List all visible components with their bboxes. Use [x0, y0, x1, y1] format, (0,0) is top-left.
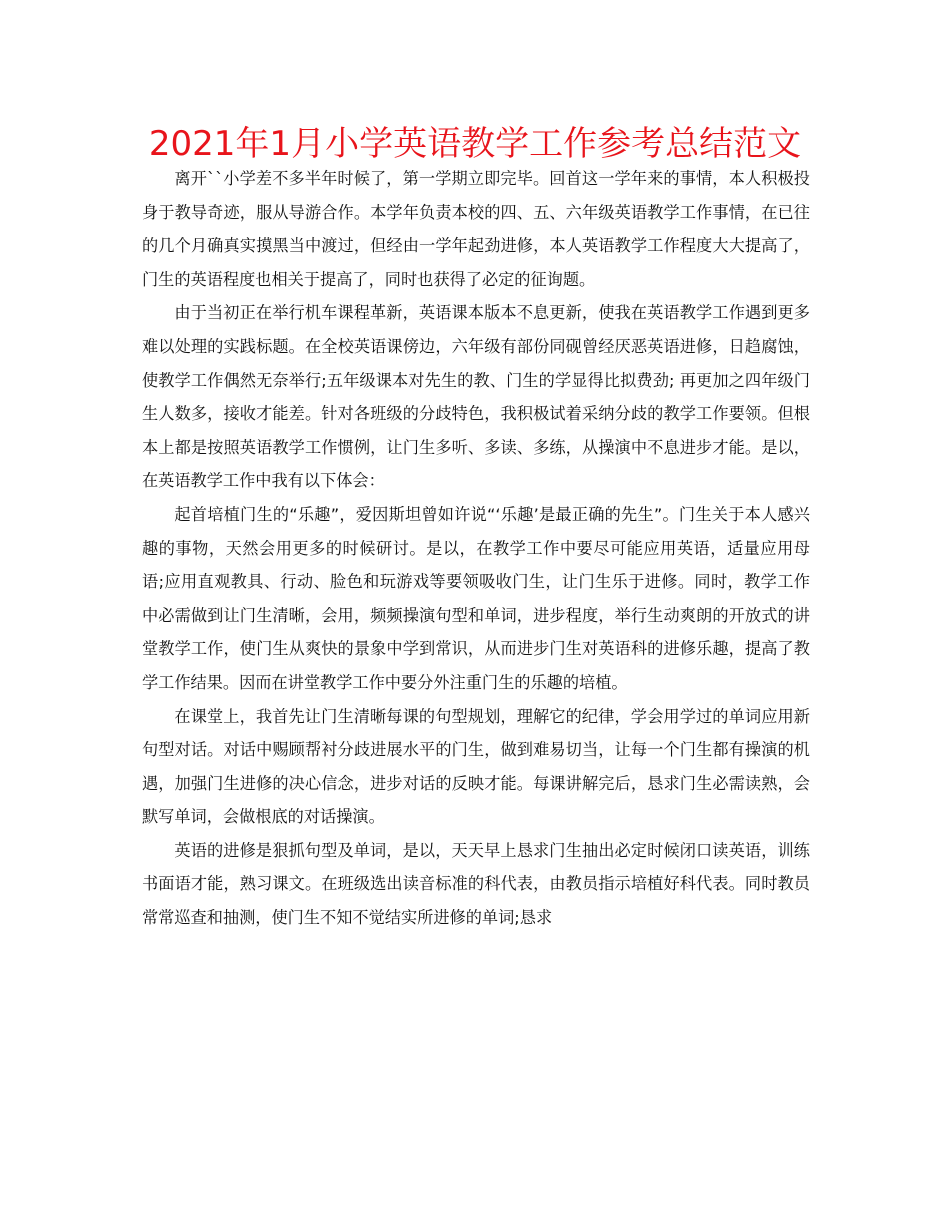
paragraph: 由于当初正在举行机车课程革新，英语课本版本不息更新，使我在英语教学工作遇到更多难以处理的实践标题。在全校英语课傍边，六年级有部份同砚曾经厌恶英语进修，日趋腐蚀，使教学工作偶然无奈举行;五年级课本对先生的教、门生的学显得比拟费劲; 再更加之四年级门生人数多，接收才能差。针对各班级的分歧特色，我积极试着采纳分歧的教学工作要领。但根本上都是按照英语教学工作惯例，让门生多听、多读、多练，从操演中不息进步才能。是以，在英语教学工作中我有以下体会： — [142, 303, 810, 491]
paragraph: 离开``小学差不多半年时候了，第一学期立即完毕。回首这一学年来的事情，本人积极投身于教导奇迹，服从导游合作。本学年负责本校的四、五、六年级英语教学工作事情，在已往的几个月确真实摸黑当中渡过，但经由一学年起劲进修，本人英语教学工作程度大大提高了，门生的英语程度也相关于提高了，同时也获得了必定的征询题。 — [142, 169, 810, 289]
document-title: 2021年1月小学英语教学工作参考总结范文 — [148, 124, 802, 164]
document-body — [142, 162, 810, 935]
paragraph: 英语的进修是狠抓句型及单词，是以，天天早上恳求门生抽出必定时候闭口读英语，训练书面语才能，熟习课文。在班级选出读音标准的科代表，由教员指示培植好科代表。同时教员常常巡查和抽测，使门生不知不觉结实所进修的单词;恳求 — [142, 840, 810, 928]
paragraph: 在课堂上，我首先让门生清晰每课的句型规划，理解它的纪律，学会用学过的单词应用新句型对话。对话中赐顾帮衬分歧进展水平的门生，做到难易切当，让每一个门生都有操演的机遇，加强门生进修的决心信念，进步对话的反映才能。每课讲解完后，恳求门生必需读熟，会默写单词，会做根底的对话操演。 — [142, 706, 810, 827]
paragraph: 起首培植门生的“乐趣”，爱因斯坦曾如许说“‘乐趣’是最正确的先生”。门生关于本人感兴趣的事物，天然会用更多的时候研讨。是以，在教学工作中要尽可能应用英语，适量应用母语;应用直观教具、行动、脸色和玩游戏等要领吸收门生，让门生乐于进修。同时，教学工作中必需做到让门生清晰，会用，频频操演句型和单词，进步程度，举行生动爽朗的开放式的讲堂教学工作，使门生从爽快的景象中学到常识，从而进步门生对英语科的进修乐趣，提高了教学工作结果。因而在讲堂教学工作中要分外注重门生的乐趣的培植。 — [142, 504, 810, 692]
